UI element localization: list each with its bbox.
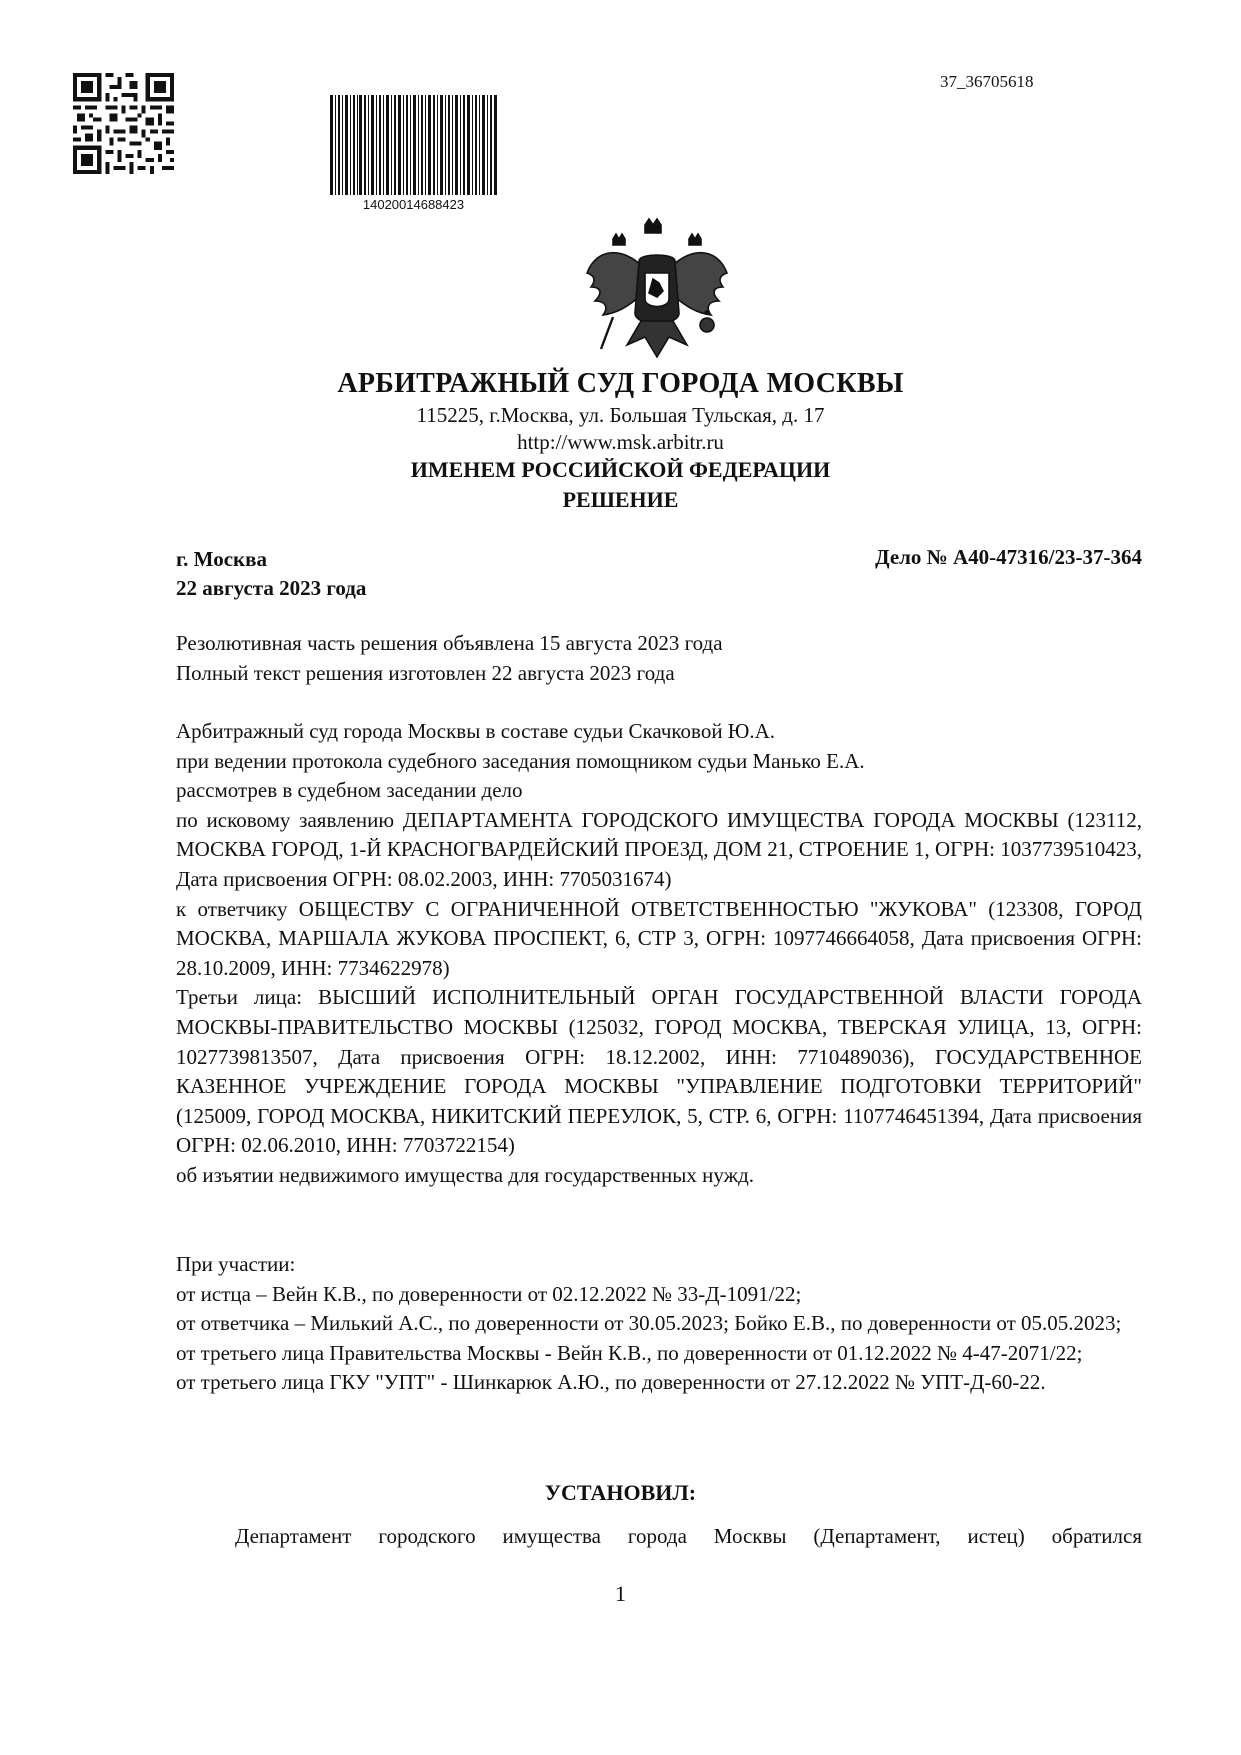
page-number: 1	[615, 1581, 626, 1606]
body-start-paragraph: Департамент городского имущества города Москвы (Департамент, истец) обратился	[235, 1524, 1142, 1548]
established-heading: УСТАНОВИЛ:	[544, 1480, 697, 1505]
participant-item: от третьего лица Правительства Москвы - Вейн К.В., по доверенности от 01.12.2022 № 4-47-2071/22;	[176, 1340, 1083, 1365]
defendant-paragraph: к ответчику ОБЩЕСТВУ С ОГРАНИЧЕННОЙ ОТВЕТСТВЕННОСТЬЮ "ЖУКОВА" (123308, ГОРОД МОСКВА, МАРШАЛА ЖУКОВА ПРОСПЕКТ, 6, СТР 3, ОГРН: 1097746664058, Дата присвоения ОГРН: 28.10.2009, ИНН: 7734622978)	[176, 896, 1142, 980]
announcement-block	[176, 629, 1142, 688]
court-website: http://www.msk.arbitr.ru	[517, 430, 724, 454]
composition-line: рассмотрев в судебном заседании дело	[176, 778, 523, 803]
document-id: 37_36705618	[940, 72, 1034, 91]
subject-paragraph: об изъятии недвижимого имущества для государственных нужд.	[176, 1162, 755, 1187]
participant-item: от третьего лица ГКУ "УПТ" - Шинкарюк А.Ю., по доверенности от 27.12.2022 № УПТ-Д-60-22.	[176, 1370, 1046, 1395]
qr-code	[73, 73, 174, 174]
third-parties-paragraph: Третьи лица: ВЫСШИЙ ИСПОЛНИТЕЛЬНЫЙ ОРГАН ГОСУДАРСТВЕННОЙ ВЛАСТИ ГОРОДА МОСКВЫ-ПРАВИТЕЛЬСТВО МОСКВЫ (125032, ГОРОД МОСКВА, ТВЕРСКАЯ УЛИЦА, 13, ОГРН: 1027739813507, Дата присвоения ОГРН: 18.12.2002, ИНН: 7710489036), ГОСУДАРСТВЕННОЕ КАЗЕННОЕ УЧРЕЖДЕНИЕ ГОРОДА МОСКВЫ "УПРАВЛЕНИЕ ПОДГОТОВКИ ТЕРРИТОРИЙ" (125009, ГОРОД МОСКВА, НИКИТСКИЙ ПЕРЕУЛОК, 5, СТР. 6, ОГРН: 1107746451394, Дата присвоения ОГРН: 02.06.2010, ИНН: 7703722154)	[176, 985, 1142, 1158]
case-number: Дело № А40-47316/23-37-364	[875, 545, 1142, 569]
composition-line: при ведении протокола судебного заседания помощником судьи Манько Е.А.	[176, 748, 865, 773]
decision-date: 22 августа 2023 года	[176, 576, 367, 600]
announce-line: Резолютивная часть решения объявлена 15 августа 2023 года	[176, 631, 723, 655]
composition-line: Арбитражный суд города Москвы в составе судьи Скачковой Ю.А.	[176, 719, 776, 743]
participant-item: от истца – Вейн К.В., по доверенности от 02.12.2022 № 33-Д-1091/22;	[176, 1281, 802, 1306]
in-the-name-heading: ИМЕНЕМ РОССИЙСКОЙ ФЕДЕРАЦИИ	[410, 457, 831, 482]
court-name: АРБИТРАЖНЫЙ СУД ГОРОДА МОСКВЫ	[337, 368, 904, 399]
claim-paragraph: по исковому заявлению ДЕПАРТАМЕНТА ГОРОДСКОГО ИМУЩЕСТВА ГОРОДА МОСКВЫ (123112, МОСКВА ГОРОД, 1-Й КРАСНОГВАРДЕЙСКИЙ ПРОЕЗД, ДОМ 21, СТРОЕНИЕ 1, ОГРН: 1037739510423, Дата присвоения ОГРН: 08.02.2003, ИНН: 7705031674)	[176, 807, 1142, 891]
place-and-date	[176, 545, 366, 603]
participation-block	[176, 1250, 1142, 1398]
barcode-number: 14020014688423	[362, 197, 465, 212]
document-type-heading: РЕШЕНИЕ	[562, 487, 679, 512]
case-body	[176, 717, 1142, 1191]
coat-of-arms-emblem	[583, 217, 731, 368]
barcode	[330, 95, 497, 195]
participation-heading: При участии:	[176, 1252, 296, 1276]
city: г. Москва	[176, 547, 267, 571]
announce-line: Полный текст решения изготовлен 22 августа 2023 года	[176, 660, 675, 685]
court-address: 115225, г.Москва, ул. Большая Тульская, д. 17	[416, 403, 825, 427]
participant-item: от ответчика – Милький А.С., по доверенности от 30.05.2023; Бойко Е.В., по доверенности от 05.05.2023;	[176, 1311, 1122, 1336]
